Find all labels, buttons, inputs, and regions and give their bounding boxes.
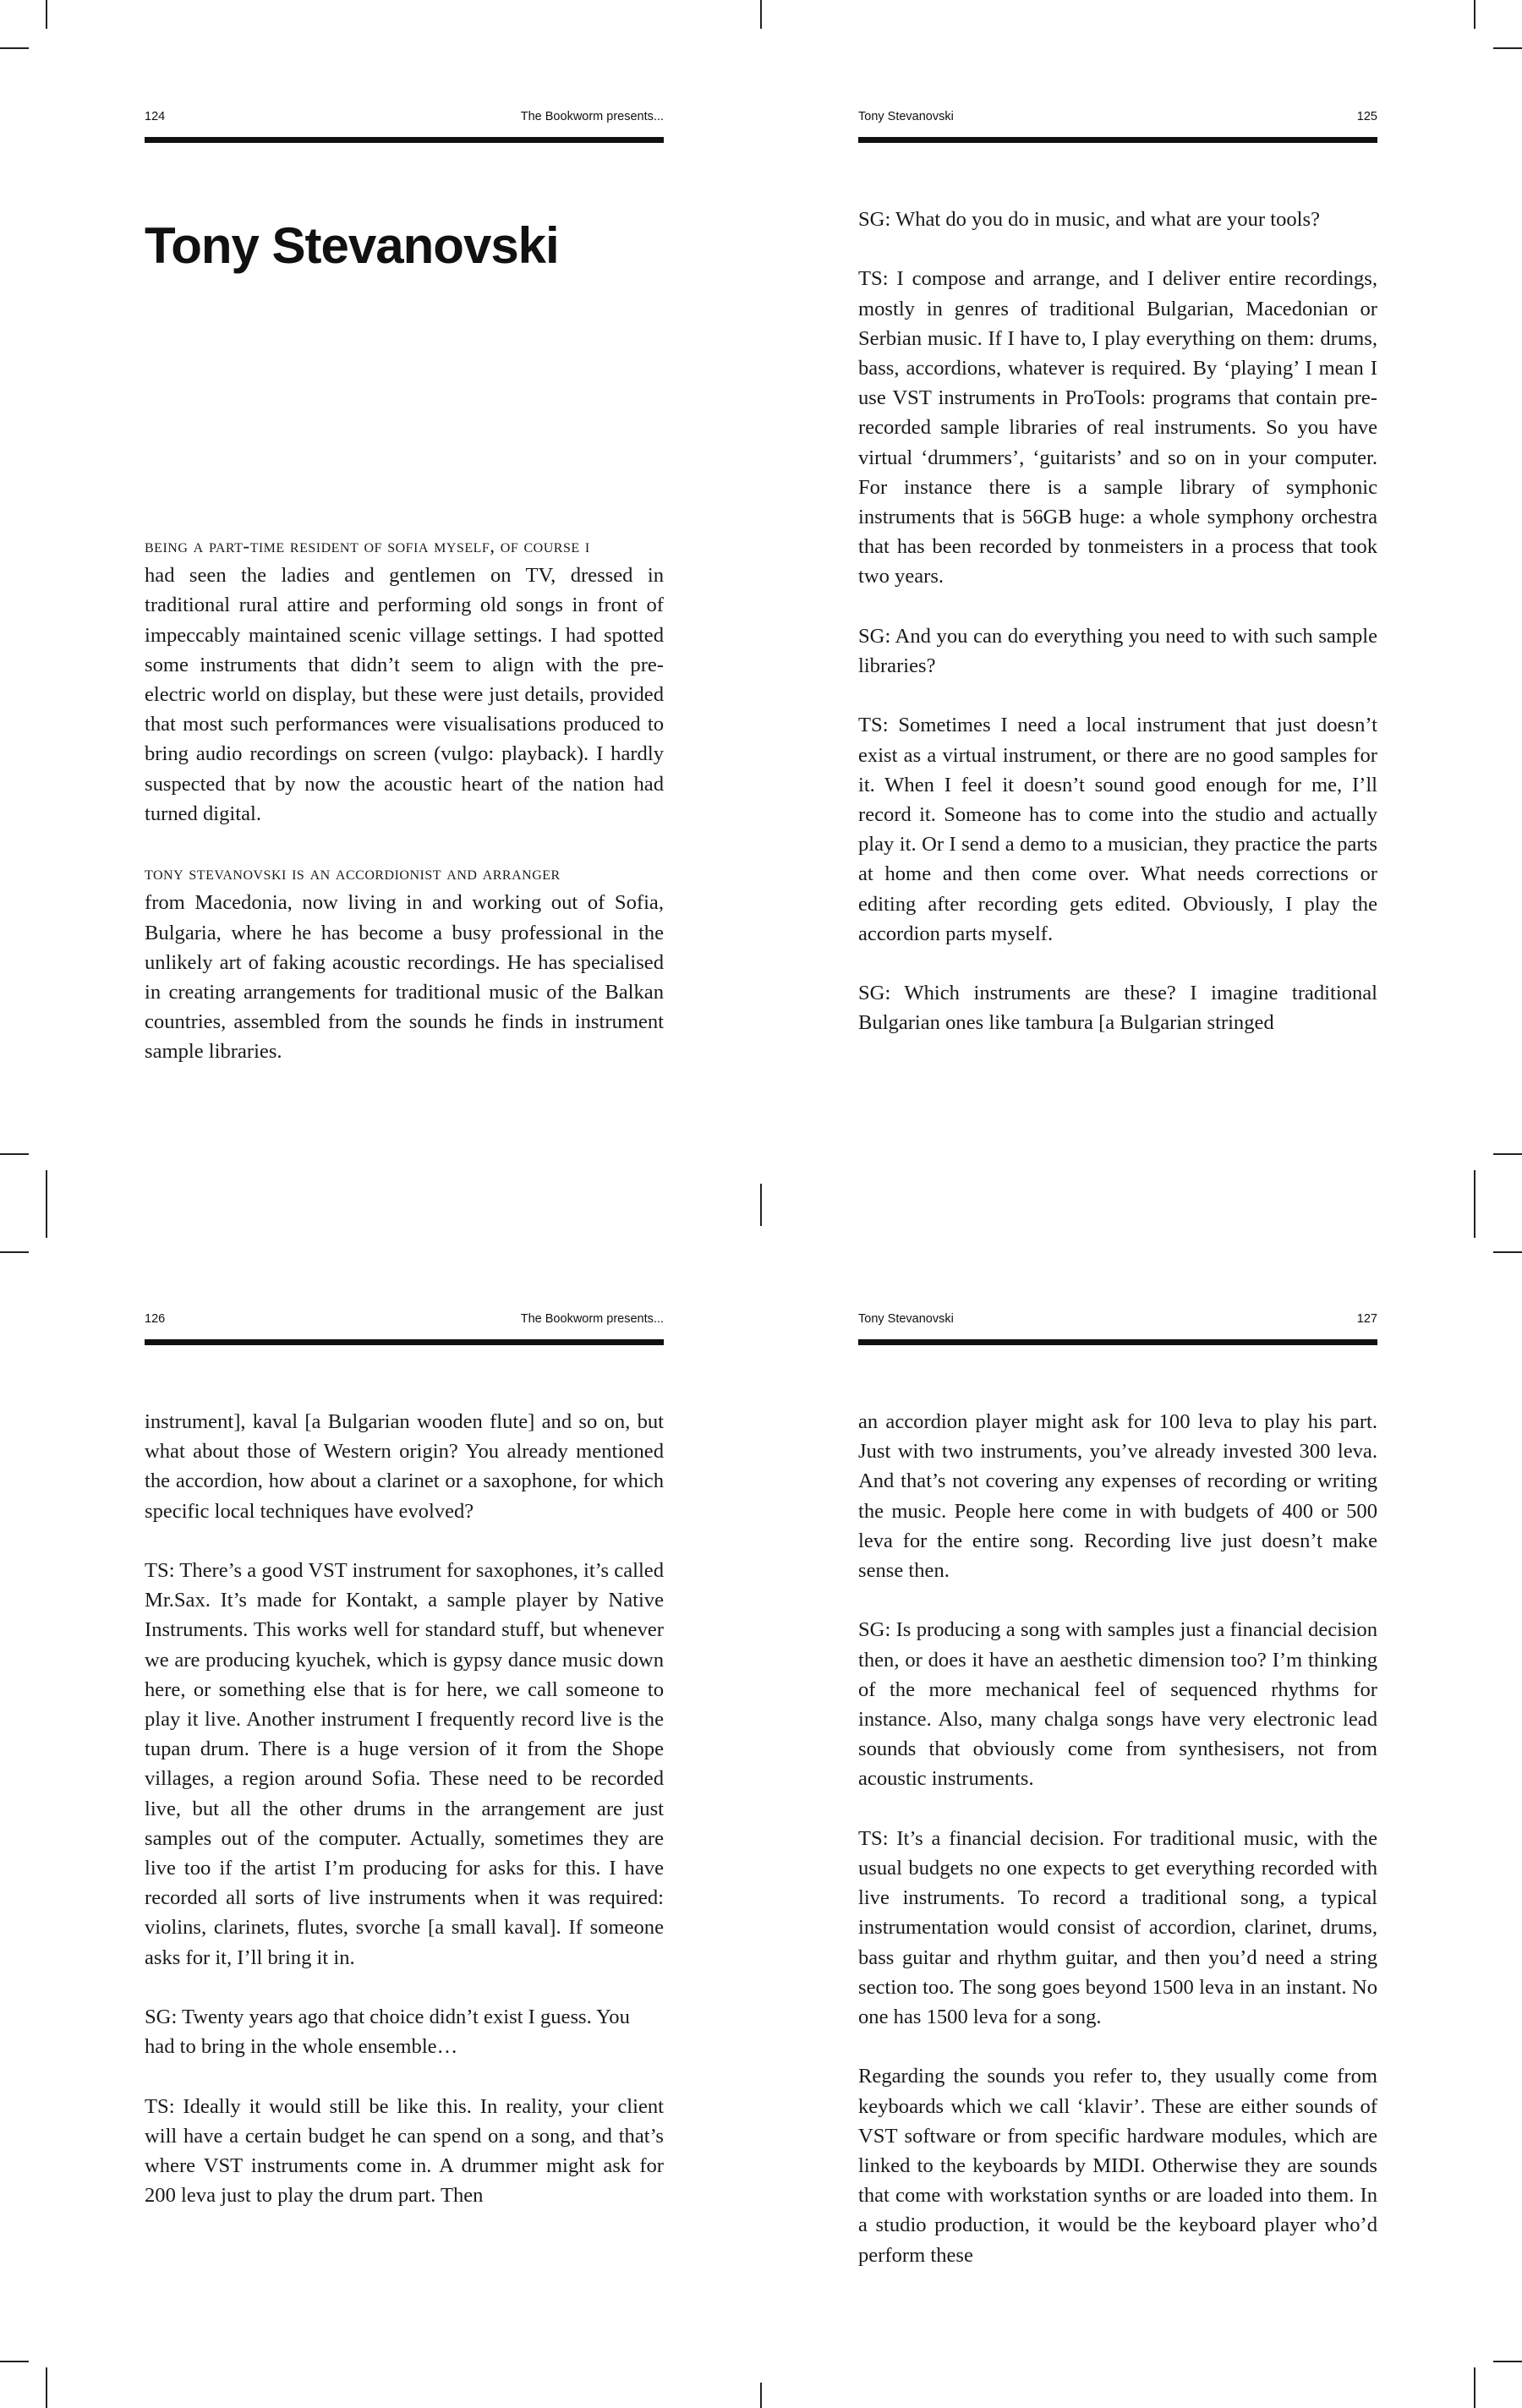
header-rule [145, 1339, 664, 1345]
paragraph: TS: I compose and arrange, and I deliver entire recordings, mostly in genres of traditional Bulgarian, Macedonian or Serbian music. If I have to, I play everything on them: drums, bass, accordions, whatever is required. By ‘playing’ I mean I use VST instruments in ProTools: programs that contain pre-recorded sample libraries of real instruments. So you have virtual ‘drummers’, ‘guitarists’ and so on in your computer. For instance there is a sample library of symphonic instruments that is 56GB huge: a whole symphony orchestra that has been recorded by tonmeisters in a process that took two years. [858, 267, 1377, 588]
running-head: Tony Stevanovski [858, 1312, 954, 1326]
running-head: The Bookworm presents... [520, 110, 664, 123]
crop-mark [0, 1153, 29, 1155]
crop-mark [1493, 1153, 1522, 1155]
crop-mark [1474, 0, 1475, 29]
header-rule [858, 1339, 1377, 1345]
crop-mark [1474, 1170, 1475, 1238]
article-title: Tony Stevanovski [145, 217, 559, 274]
paragraph: SG: Is producing a song with samples just a financial decision then, or does it have an aesthetic dimension too? I’m thinking of the more mechanical feel of sequenced rhythms for instance. Also, many chalga songs have very electronic lead sounds that obviously come from synthesisers, not from acoustic instruments. [858, 1618, 1377, 1791]
running-head: The Bookworm presents... [520, 1312, 664, 1326]
running-header [858, 1312, 1377, 1329]
paragraph: SG: What do you do in music, and what are your tools? [858, 208, 1320, 231]
running-header [858, 110, 1377, 127]
crop-mark [0, 47, 29, 49]
running-header [145, 1312, 664, 1329]
page-127 [858, 1312, 1377, 2318]
page-124 [145, 110, 664, 1091]
paragraph: TS: Ideally it would still be like this. In reality, your client will have a certain budget he can spend on a song, and that’s where VST instruments come in. A drummer might ask for 200 leva just to play the drum part. Then [145, 2094, 664, 2208]
paragraph: SG: Twenty years ago that choice didn’t exist I guess. You had to bring in the whole ensemble… [145, 2006, 630, 2059]
crop-mark [760, 0, 762, 29]
paragraph: TS: There’s a good VST instrument for saxophones, it’s called Mr.Sax. It’s made for Kontakt, a sample player by Native Instruments. This works well for standard stuff, but whenever we are producing kyuchek, which is gypsy dance music down here, or something else that is for here, we call someone to play it live. Another instrument I frequently record live is the tupan drum. There is a huge version of it from the Shope villages, a region around Sofia. These need to be recorded live, but all the other drums in the arrangement are just samples out of the computer. Actually, sometimes they are live too if the artist I’m producing for asks for this. I have recorded all sorts of live instruments when it was required: violins, clarinets, flutes, svorche [a small kaval]. If someone asks for it, I’ll bring it in. [145, 1559, 664, 1969]
paragraph: an accordion player might ask for 100 leva to play his part. Just with two instruments, you’ve already invested 300 leva. And that’s not covering any expenses of recording or writing the music. People here come in with budgets of 400 or 500 leva for the entire song. Recording live just doesn’t make sense then. [858, 1410, 1377, 1583]
paragraph: SG: And you can do everything you need to with such sample libraries? [858, 624, 1377, 678]
paragraph: SG: Which instruments are these? I imagine traditional Bulgarian ones like tambura [a Bulgarian stringed [858, 982, 1377, 1035]
crop-mark [1493, 2361, 1522, 2362]
page-number: 126 [145, 1312, 166, 1326]
paragraph [145, 531, 664, 829]
crop-mark [46, 0, 47, 29]
running-head: Tony Stevanovski [858, 110, 954, 123]
page-body [858, 1407, 1377, 2270]
page-body [145, 531, 664, 1067]
crop-mark [1493, 47, 1522, 49]
page-number: 127 [1356, 1312, 1377, 1326]
running-header [145, 110, 664, 127]
paragraph-text: from Macedonia, now living in and working out of Sofia, Bulgaria, where he has become a busy professional in the unlikely art of faking acoustic recordings. He has specialised in creating arrangements for traditional music of the Balkan countries, assembled from the sounds he finds in instrument sample libraries. [145, 891, 664, 1064]
page-125 [858, 110, 1377, 1091]
header-rule [145, 137, 664, 143]
crop-mark [0, 2361, 29, 2362]
crop-mark [1493, 1251, 1522, 1253]
small-caps-lead: being a part-time resident of sofia myself, of course i [145, 535, 590, 556]
crop-mark [46, 2367, 47, 2408]
paragraph [145, 858, 664, 1066]
crop-mark [46, 1170, 47, 1238]
paragraph: instrument], kaval [a Bulgarian wooden flute] and so on, but what about those of Western origin? You already mentioned the accordion, how about a clarinet or a saxophone, for which specific local techniques have evolved? [145, 1410, 664, 1523]
header-rule [858, 137, 1377, 143]
crop-mark [760, 2383, 762, 2408]
page-number: 125 [1356, 110, 1377, 123]
crop-mark [760, 1184, 762, 1226]
small-caps-lead: tony stevanovski is an accordionist and arranger [145, 862, 561, 884]
page-number: 124 [145, 110, 166, 123]
paragraph: TS: Sometimes I need a local instrument that just doesn’t exist as a virtual instrument, or there are no good samples for it. When I feel it doesn’t sound good enough for me, I’ll record it. Someone has to come into the studio and actually play it. Or I send a demo to a musician, they practice the parts at home and then come over. What needs corrections or editing after recording gets edited. Obviously, I play the accordion parts myself. [858, 714, 1377, 945]
paragraph: Regarding the sounds you refer to, they usually come from keyboards which we call ‘klavir’. These are either sounds of VST software or from specific hardware modules, which are linked to the keyboards by MIDI. Otherwise they are sounds that come with workstation synths or are loaded into them. In a studio production, it would be the keyboard player who’d perform these [858, 2065, 1377, 2267]
crop-mark [1474, 2367, 1475, 2408]
page-126 [145, 1312, 664, 2318]
page-body [858, 205, 1377, 1038]
page-body [145, 1407, 664, 2210]
crop-mark [0, 1251, 29, 1253]
paragraph-text: had seen the ladies and gentlemen on TV, dressed in traditional rural attire and performing old songs in front of impeccably maintained scenic village settings. I had spotted some instruments that didn’t seem to align with the pre-electric world on display, but these were just details, provided that most such performances were visualisations produced to bring audio recordings on screen (vulgo: playback). I hardly suspected that by now the acoustic heart of the nation had turned digital. [145, 564, 664, 825]
paragraph: TS: It’s a financial decision. For traditional music, with the usual budgets no one expects to get everything recorded with live instruments. To record a traditional song, a typical instrumentation would consist of accordion, clarinet, drums, bass guitar and rhythm guitar, and then you’d need a string section too. The song goes beyond 1500 leva in an instant. No one has 1500 leva for a song. [858, 1826, 1377, 2029]
